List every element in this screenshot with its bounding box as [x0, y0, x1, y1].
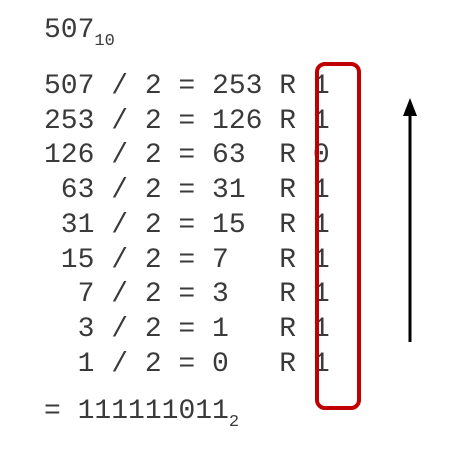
division-row — [44, 139, 330, 173]
row-divisor: 2 = — [144, 348, 213, 380]
row-divisor: 2 = — [144, 140, 213, 172]
row-quotient: 15 R — [212, 209, 313, 241]
remainder-highlight-box — [312, 62, 361, 410]
row-quotient: 1 R — [212, 313, 313, 345]
row-dividend: 126 / — [44, 140, 145, 172]
division-row — [44, 70, 330, 104]
row-dividend: 31 / — [44, 209, 145, 241]
division-row — [44, 105, 330, 139]
row-divisor: 2 = — [144, 209, 213, 241]
row-dividend: 63 / — [44, 175, 145, 207]
row-remainder: 1 — [312, 209, 330, 241]
division-row — [44, 209, 330, 243]
row-dividend: 507 / — [44, 71, 145, 102]
result-prefix: = — [44, 396, 61, 427]
binary-base-subscript: 2 — [228, 413, 240, 432]
row-remainder: 1 — [312, 71, 330, 102]
row-divisor: 2 = — [144, 244, 213, 276]
result-line — [44, 395, 239, 432]
row-quotient: 253 R — [212, 71, 313, 102]
division-row — [44, 348, 330, 382]
row-dividend: 15 / — [44, 244, 145, 276]
row-quotient: 126 R — [212, 105, 313, 137]
decimal-base-subscript: 10 — [94, 32, 115, 51]
division-row — [44, 313, 330, 347]
row-divisor: 2 = — [144, 279, 213, 311]
row-remainder: 1 — [312, 313, 330, 345]
row-dividend: 7 / — [44, 279, 145, 311]
row-dividend: 253 / — [44, 105, 145, 137]
header-number — [44, 14, 115, 51]
row-divisor: 2 = — [144, 71, 213, 102]
row-quotient: 3 R — [212, 279, 313, 311]
row-remainder: 1 — [312, 244, 330, 276]
division-row — [44, 278, 330, 312]
read-upward-arrow-icon — [396, 96, 424, 346]
row-dividend: 3 / — [44, 313, 145, 345]
row-remainder: 1 — [312, 175, 330, 207]
row-remainder: 1 — [312, 105, 330, 137]
row-remainder: 1 — [312, 279, 330, 311]
decimal-value: 507 — [44, 15, 95, 46]
row-divisor: 2 = — [144, 313, 213, 345]
row-remainder: 1 — [312, 348, 330, 380]
row-dividend: 1 / — [44, 348, 145, 380]
row-quotient: 63 R — [212, 140, 313, 172]
row-remainder: 0 — [312, 140, 330, 172]
binary-result: 111111011 — [77, 396, 229, 427]
row-divisor: 2 = — [144, 175, 213, 207]
row-quotient: 31 R — [212, 175, 313, 207]
row-divisor: 2 = — [144, 105, 213, 137]
row-quotient: 0 R — [212, 348, 313, 380]
division-row — [44, 174, 330, 208]
row-quotient: 7 R — [212, 244, 313, 276]
division-row — [44, 244, 330, 278]
